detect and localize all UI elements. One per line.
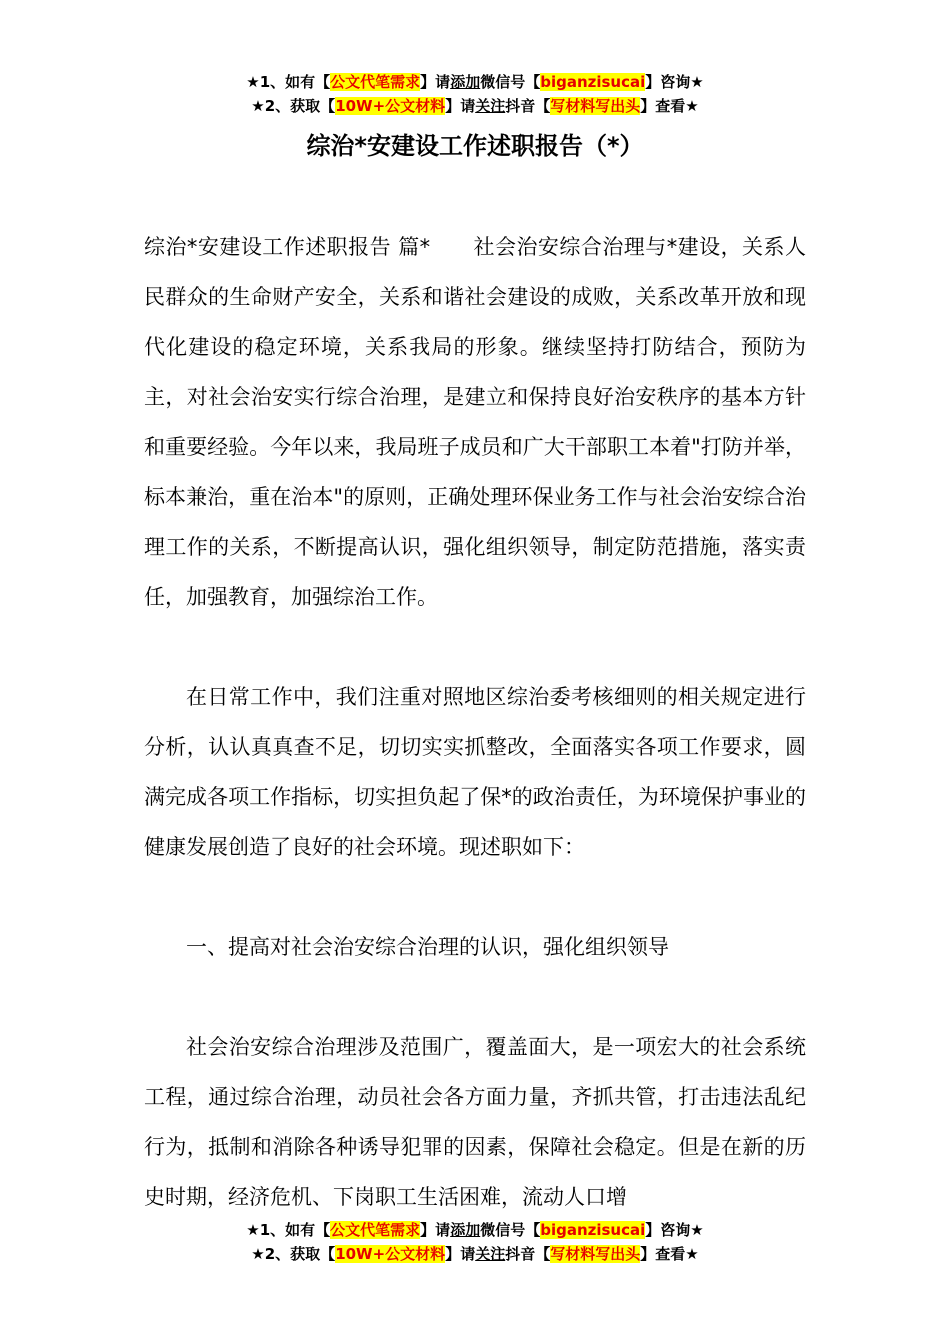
document-title: 综治*安建设工作述职报告（*） bbox=[306, 132, 644, 160]
section-heading: 一、提高对社会治安综合治理的认识，强化组织领导 bbox=[186, 935, 669, 959]
banner-text: 】咨询★ bbox=[645, 73, 704, 91]
banner-text: 】请 bbox=[445, 1245, 476, 1263]
banner-underlined-text: 添加 bbox=[450, 73, 481, 91]
banner-text: 微信号【 bbox=[480, 1221, 541, 1239]
banner-text: 】请 bbox=[445, 97, 476, 115]
banner-highlight: biganzisucai bbox=[540, 73, 646, 91]
banner-highlight: 公文代笔需求 bbox=[330, 73, 421, 91]
banner-text: ★1、如有【 bbox=[246, 1221, 331, 1239]
banner-line-1 bbox=[0, 1218, 950, 1242]
header-banner bbox=[0, 70, 950, 118]
body-paragraph: 在日常工作中，我们注重对照地区综治委考核细则的相关规定进行分析，认认真真查不足，切切实实抓整改，全面落实各项工作要求，圆满完成各项工作指标，切实担负起了保*的政治责任，为环境保护事业的健康发展创造了良好的社会环境。现述职如下： bbox=[144, 685, 806, 859]
banner-text: ★2、获取【 bbox=[251, 1245, 336, 1263]
banner-text: 微信号【 bbox=[480, 73, 541, 91]
banner-highlight: biganzisucai bbox=[540, 1221, 646, 1239]
banner-highlight: 10W+公文材料 bbox=[335, 97, 446, 115]
banner-line-2 bbox=[0, 94, 950, 118]
banner-line-1 bbox=[0, 70, 950, 94]
banner-underlined-text: 关注 bbox=[475, 97, 506, 115]
banner-text: 抖音【 bbox=[505, 1245, 551, 1263]
banner-highlight: 写材料写出头 bbox=[550, 97, 641, 115]
banner-line-2 bbox=[0, 1242, 950, 1266]
body-paragraph: 社会治安综合治理涉及范围广，覆盖面大，是一项宏大的社会系统工程，通过综合治理，动员社会各方面力量，齐抓共管，打击违法乱纪行为，抵制和消除各种诱导犯罪的因素，保障社会稳定。但是在新的历史时期，经济危机、下岗职工生活困难，流动人口增 bbox=[144, 1035, 806, 1209]
banner-underlined-text: 添加 bbox=[450, 1221, 481, 1239]
banner-highlight: 写材料写出头 bbox=[550, 1245, 641, 1263]
banner-text: ★2、获取【 bbox=[251, 97, 336, 115]
document-body bbox=[144, 222, 806, 1222]
footer-banner bbox=[0, 1218, 950, 1266]
banner-text: 】咨询★ bbox=[645, 1221, 704, 1239]
body-paragraph: 综治*安建设工作述职报告 篇* 社会治安综合治理与*建设，关系人民群众的生命财产安全，关系和谐社会建设的成败，关系改革开放和现代化建设的稳定环境，关系我局的形象。继续坚持打防结合，预防为主，对社会治安实行综合治理，是建立和保持良好治安秩序的基本方针和重要经验。今年以来，我局班子成员和广大干部职工本着"打防并举，标本兼治，重在治本"的原则，正确处理环保业务工作与社会治安综合治理工作的关系，不断提高认识，强化组织领导，制定防范措施，落实责任，加强教育，加强综治工作。 bbox=[144, 235, 806, 609]
banner-text: ★1、如有【 bbox=[246, 73, 331, 91]
banner-text: 抖音【 bbox=[505, 97, 551, 115]
banner-highlight: 10W+公文材料 bbox=[335, 1245, 446, 1263]
banner-text: 】请 bbox=[420, 1221, 451, 1239]
banner-underlined-text: 关注 bbox=[475, 1245, 506, 1263]
banner-text: 】查看★ bbox=[640, 97, 699, 115]
banner-text: 】查看★ bbox=[640, 1245, 699, 1263]
banner-text: 】请 bbox=[420, 73, 451, 91]
banner-highlight: 公文代笔需求 bbox=[330, 1221, 421, 1239]
